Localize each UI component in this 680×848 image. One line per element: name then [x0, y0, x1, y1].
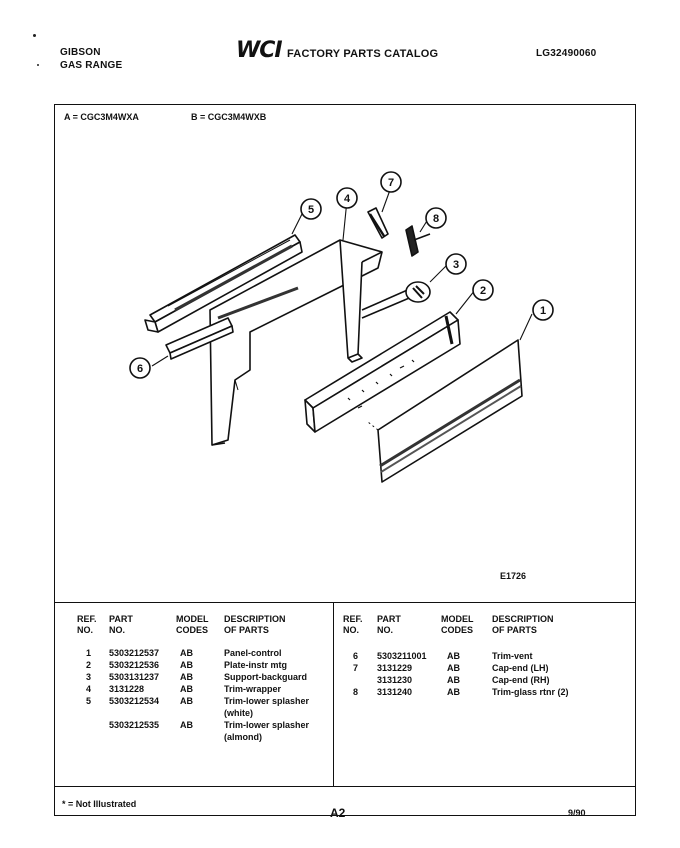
table-cell: 3131230 [377, 675, 413, 685]
table-cell: AB [447, 687, 460, 697]
exploded-parts-diagram [100, 160, 580, 500]
callout-4: 4 [343, 193, 351, 205]
header-description: DESCRIPTION OF PARTS [224, 614, 286, 635]
table-cell: 4 [86, 684, 92, 694]
left-desc-column [224, 647, 309, 743]
table-cell: 6 [353, 651, 359, 661]
table-cell: AB [180, 660, 193, 670]
header-model-codes: MODEL CODES [176, 614, 209, 635]
not-illustrated-note: * = Not Illustrated [62, 799, 137, 809]
right-part-column [377, 650, 427, 698]
callout-7: 7 [387, 177, 395, 189]
right-ref-column [353, 650, 358, 698]
table-cell: Trim-vent [492, 651, 533, 661]
table-cell: AB [447, 663, 460, 673]
table-cell: Trim-glass rtnr (2) [492, 687, 569, 697]
scan-speck [37, 64, 39, 66]
table-cell: AB [180, 648, 193, 658]
wci-logo: WCI [236, 38, 282, 63]
model-a-label: A = CGC3M4WXA [64, 112, 139, 122]
table-cell: Trim-wrapper [224, 684, 282, 694]
table-cell: AB [447, 675, 460, 685]
table-cell: Panel-control [224, 648, 282, 658]
callout-1: 1 [539, 305, 547, 317]
brand-line2: GAS RANGE [60, 60, 123, 71]
table-cell: 5303212536 [109, 660, 160, 670]
table-cell: 3131229 [377, 663, 413, 673]
model-b-label: B = CGC3M4WXB [191, 112, 267, 122]
table-cell: AB [180, 720, 193, 730]
right-codes-column [447, 650, 460, 698]
right-desc-column [492, 650, 569, 698]
brand-line1: GIBSON [60, 47, 101, 58]
header-description-right: DESCRIPTION OF PARTS [492, 614, 554, 635]
table-cell: 3 [86, 672, 92, 682]
table-cell [353, 674, 358, 686]
table-cell: Trim-lower splasher [224, 696, 310, 706]
table-cell: AB [180, 696, 193, 706]
header-model-codes-right: MODEL CODES [441, 614, 474, 635]
header-ref-no: REF. NO. [77, 614, 97, 635]
callout-2: 2 [479, 285, 487, 297]
callout-3: 3 [452, 259, 460, 271]
table-cell: 3131228 [109, 684, 145, 694]
table-cell: Cap-end (LH) [492, 663, 549, 673]
left-codes-column [180, 647, 193, 731]
table-cell: 8 [353, 687, 359, 697]
left-part-column [109, 647, 159, 731]
revision-date: 9/90 [568, 808, 586, 818]
table-cell: 5303211001 [377, 651, 427, 661]
table-cell: (white) [224, 708, 253, 718]
part-7-cap-end [368, 208, 388, 238]
table-cell: Plate-instr mtg [224, 660, 288, 670]
part-3-support [362, 282, 430, 318]
callout-6: 6 [136, 363, 144, 375]
table-cell: 5303212537 [109, 648, 160, 658]
figure-code: E1726 [500, 571, 527, 581]
table-cell: 5303212535 [109, 720, 160, 730]
table-cell: AB [180, 684, 193, 694]
catalog-title: FACTORY PARTS CATALOG [287, 48, 439, 60]
table-cell: 1 [86, 648, 92, 658]
header-ref-no-right: REF. NO. [343, 614, 363, 635]
table-cell: 7 [353, 663, 359, 673]
callout-8: 8 [432, 213, 440, 225]
table-cell: Trim-lower splasher [224, 720, 310, 730]
table-cell: Cap-end (RH) [492, 675, 550, 685]
table-cell: 5303131237 [109, 672, 160, 682]
table-cell: AB [180, 672, 193, 682]
catalog-number: LG32490060 [536, 48, 597, 59]
page-number: A2 [330, 806, 346, 820]
table-divider [333, 602, 334, 786]
scan-speck [33, 34, 36, 37]
table-top-rule [54, 602, 636, 603]
table-cell: Support-backguard [224, 672, 308, 682]
header-part-no: PART NO. [109, 614, 133, 635]
table-cell: AB [447, 651, 460, 661]
part-8-glass-retainer [406, 226, 430, 256]
table-cell: 5303212534 [109, 696, 160, 706]
table-cell: 3131240 [377, 687, 413, 697]
table-cell: 5 [86, 696, 92, 706]
table-cell: 2 [86, 660, 92, 670]
left-ref-column [86, 647, 91, 707]
table-cell: (almond) [224, 732, 262, 742]
callout-5: 5 [307, 204, 315, 216]
header-part-no-right: PART NO. [377, 614, 401, 635]
table-bottom-rule [54, 786, 636, 787]
